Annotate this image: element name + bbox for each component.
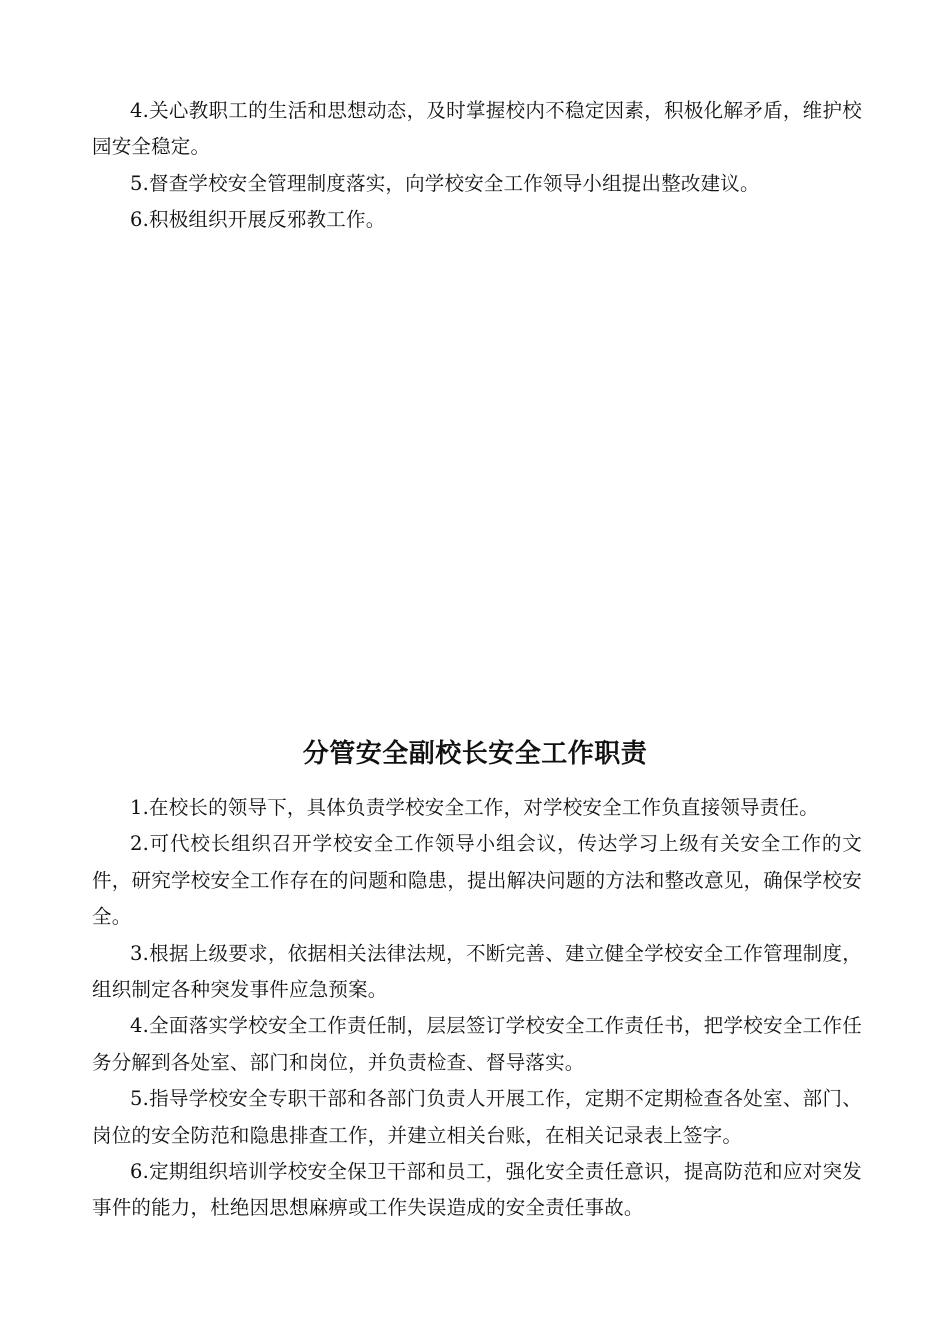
paragraph-item: 6.定期组织培训学校安全保卫干部和员工，强化安全责任意识，提高防范和应对突发事件的能力，杜绝因思想麻痹或工作失误造成的安全责任事故。 — [92, 1160, 862, 1220]
paragraph-item: 5.督查学校安全管理制度落实，向学校安全工作领导小组提出整改建议。 — [130, 171, 760, 195]
bottom-section — [92, 790, 862, 1227]
paragraph-item: 1.在校长的领导下，具体负责学校安全工作，对学校安全工作负直接领导责任。 — [130, 796, 819, 819]
section-title: 分管安全副校长安全工作职责 — [302, 739, 648, 769]
paragraph-item: 4.关心教职工的生活和思想动态，及时掌握校内不稳定因素，积极化解矛盾，维护校园安全稳定。 — [92, 99, 862, 159]
paragraph-item: 5.指导学校安全专职干部和各部门负责人开展工作，定期不定期检查各处室、部门、岗位的安全防范和隐患排查工作，并建立相关台账，在相关记录表上签字。 — [92, 1087, 862, 1147]
paragraph-item: 2.可代校长组织召开学校安全工作领导小组会议，传达学习上级有关安全工作的文件，研究学校安全工作存在的问题和隐患，提出解决问题的方法和整改意见，确保学校安全。 — [92, 832, 862, 929]
top-section — [92, 93, 862, 239]
paragraph-item: 6.积极组织开展反邪教工作。 — [130, 208, 386, 232]
paragraph-item: 4.全面落实学校安全工作责任制，层层签订学校安全工作责任书，把学校安全工作任务分解到各处室、部门和岗位，并负责检查、督导落实。 — [92, 1014, 862, 1074]
paragraph-item: 3.根据上级要求，依据相关法律法规，不断完善、建立健全学校安全工作管理制度，组织制定各种突发事件应急预案。 — [92, 941, 862, 1002]
